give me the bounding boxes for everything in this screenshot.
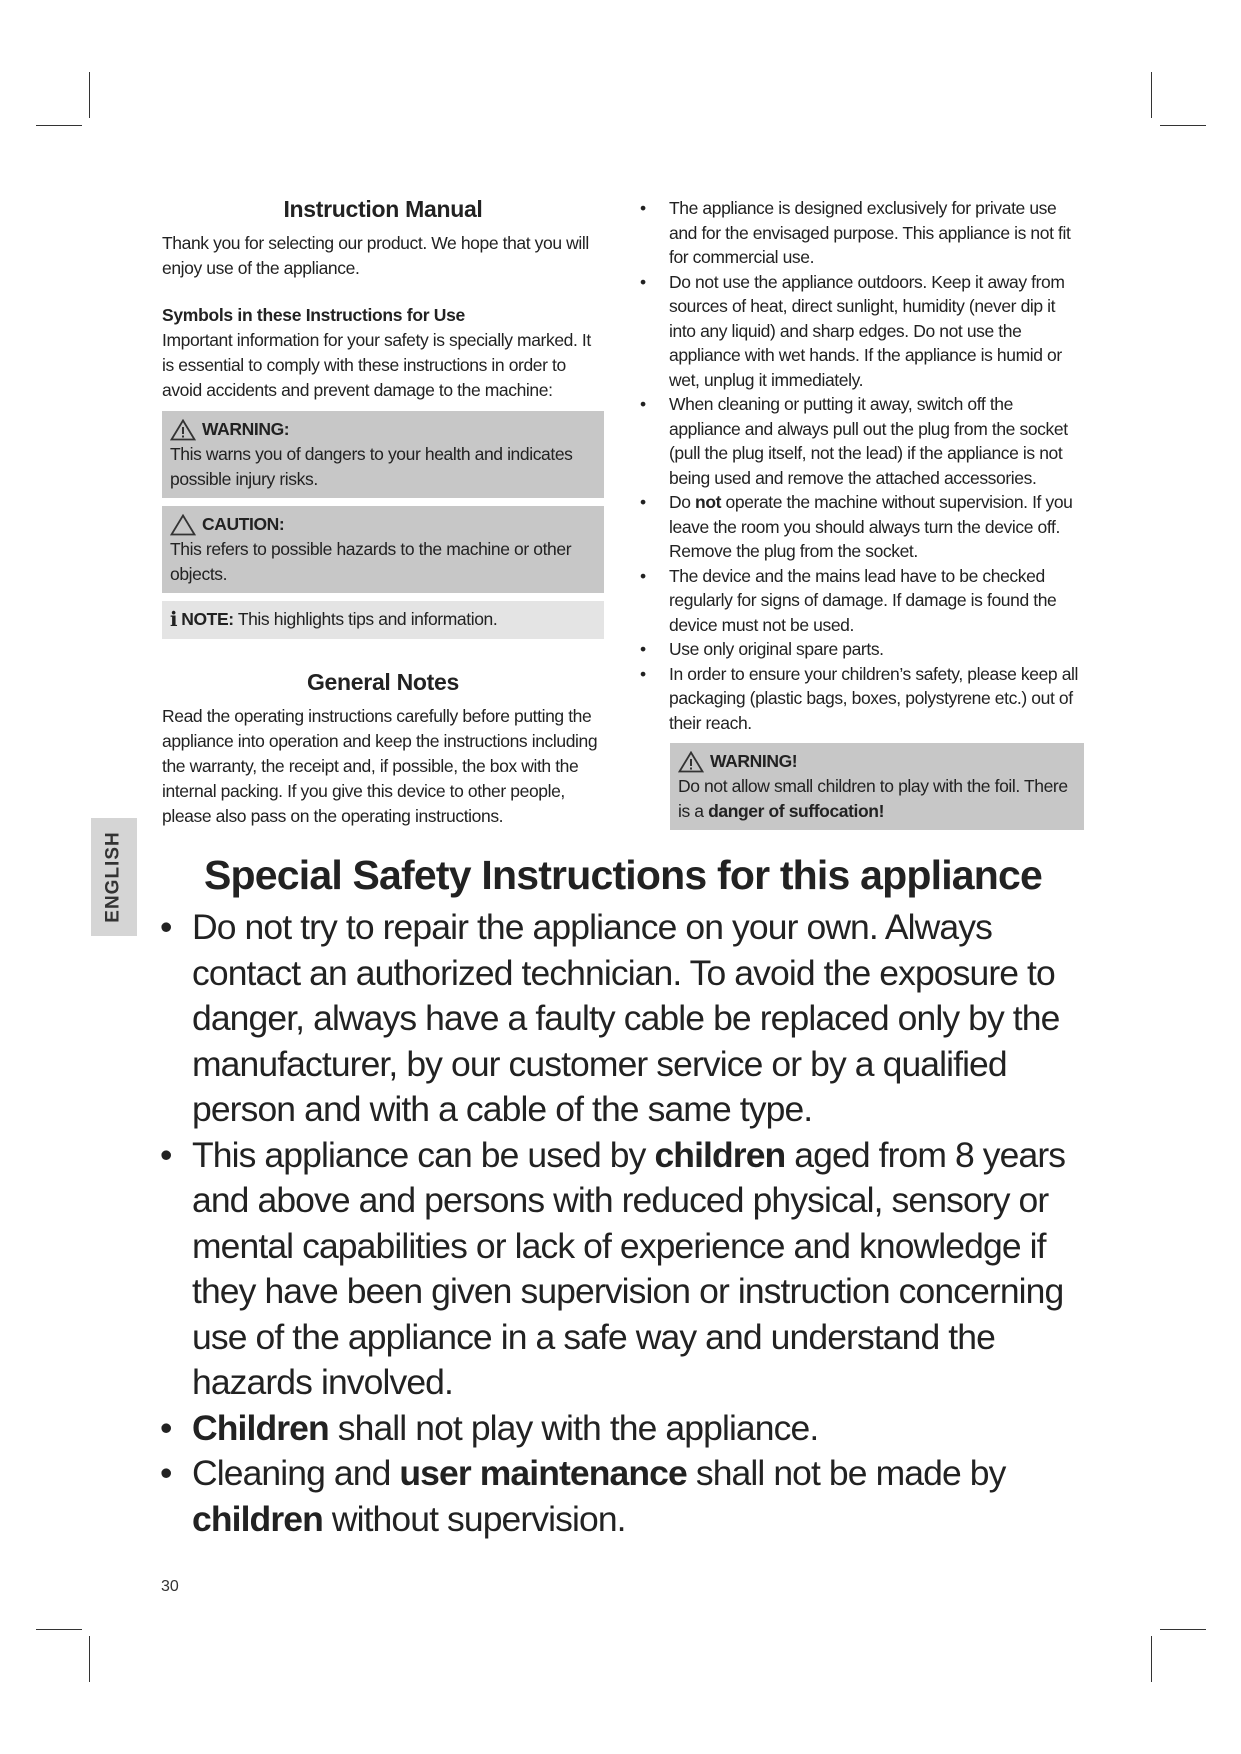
crop-mark [1160,125,1206,126]
list-item: • The appliance is designed exclusively for private use and for the envisaged purpose. This appliance is not fit for commercial use. [636,196,1084,270]
caution-text: This refers to possible hazards to the machine or other objects. [170,539,572,584]
list-item: • Do not try to repair the appliance on your own. Always contact an authorized technician. To avoid the exposure to danger, always have a faulty cable be replaced only by the manufacturer, by our customer service or by a qualified person and with a cable of the same type. [162,905,1092,1133]
suffocation-warning-box [670,743,1084,830]
safety-list [636,196,1084,735]
caution-title: CAUTION: [202,514,285,534]
warning-title: WARNING: [202,419,290,439]
warning-triangle-icon [170,419,196,441]
info-icon: ℹ [170,609,178,631]
note-text: This highlights tips and information. [237,609,498,629]
list-item: • This appliance can be used by children aged from 8 years and above and persons with reduced physical, sensory or mental capabilities or lack of experience and knowledge if they have been given supervision or instruction concerning use of the appliance in a safe way and understand the hazards involved. [162,1133,1092,1406]
warning-text: Do not allow small children to play with the foil. There is a [678,776,1068,821]
caution-triangle-icon [170,514,196,536]
right-column [636,196,1084,830]
note-box [162,601,604,639]
symbols-text: Important information for your safety is specially marked. It is essential to comply with these instructions in order to avoid accidents and prevent damage to the machine: [162,330,591,400]
crop-mark [89,1636,90,1682]
warning-bold-text: danger of suffocation! [708,801,885,821]
crop-mark [89,72,90,118]
symbols-heading: Symbols in these Instructions for Use [162,305,465,325]
special-safety-list [162,905,1092,1542]
instruction-manual-title: Instruction Manual [283,196,483,222]
list-item: • Do not operate the machine without supervision. If you leave the room you should always turn the device off. Remove the plug from the socket. [636,490,1084,564]
warning-triangle-icon [678,751,704,773]
list-item: • Cleaning and user maintenance shall not be made by children without supervision. [162,1451,1092,1542]
general-notes-title: General Notes [306,669,460,695]
special-safety-title: Special Safety Instructions for this appliance [203,852,1043,898]
warning-text: This warns you of dangers to your health and indicates possible injury risks. [170,444,573,489]
intro-text: Thank you for selecting our product. We hope that you will enjoy use of the appliance. [162,233,589,278]
list-item: • Do not use the appliance outdoors. Keep it away from sources of heat, direct sunlight, humidity (never dip it into any liquid) and sharp edges. Do not use the appliance with wet hands. If the appliance is humid or wet, unplug it immediately. [636,270,1084,393]
list-item: • When cleaning or putting it away, switch off the appliance and always pull out the plug from the socket (pull the plug itself, not the lead) if the appliance is not being used and remove the attached accessories. [636,392,1084,490]
list-item: • Children shall not play with the appliance. [162,1406,1092,1452]
crop-mark [1151,72,1152,118]
crop-mark [1151,1636,1152,1682]
crop-mark [1160,1629,1206,1630]
crop-mark [36,1629,82,1630]
language-tab [91,818,137,936]
warning-box [162,411,604,498]
crop-mark [36,125,82,126]
list-item: • Use only original spare parts. [636,637,1084,662]
list-item: • In order to ensure your children’s safety, please keep all packaging (plastic bags, boxes, polystyrene etc.) out of their reach. [636,662,1084,736]
left-column [162,196,604,829]
note-label: NOTE: [181,609,234,629]
page-number: 30 [161,1578,179,1595]
language-label: ENGLISH [103,831,125,923]
warning-title: WARNING! [710,751,798,771]
general-notes-text: Read the operating instructions carefully before putting the appliance into operation and keep the instructions including the warranty, the receipt and, if possible, the box with the internal packing. If you give this device to other people, please also pass on the operating instructions. [162,706,598,826]
caution-box [162,506,604,593]
list-item: • The device and the mains lead have to be checked regularly for signs of damage. If damage is found the device must not be used. [636,564,1084,638]
